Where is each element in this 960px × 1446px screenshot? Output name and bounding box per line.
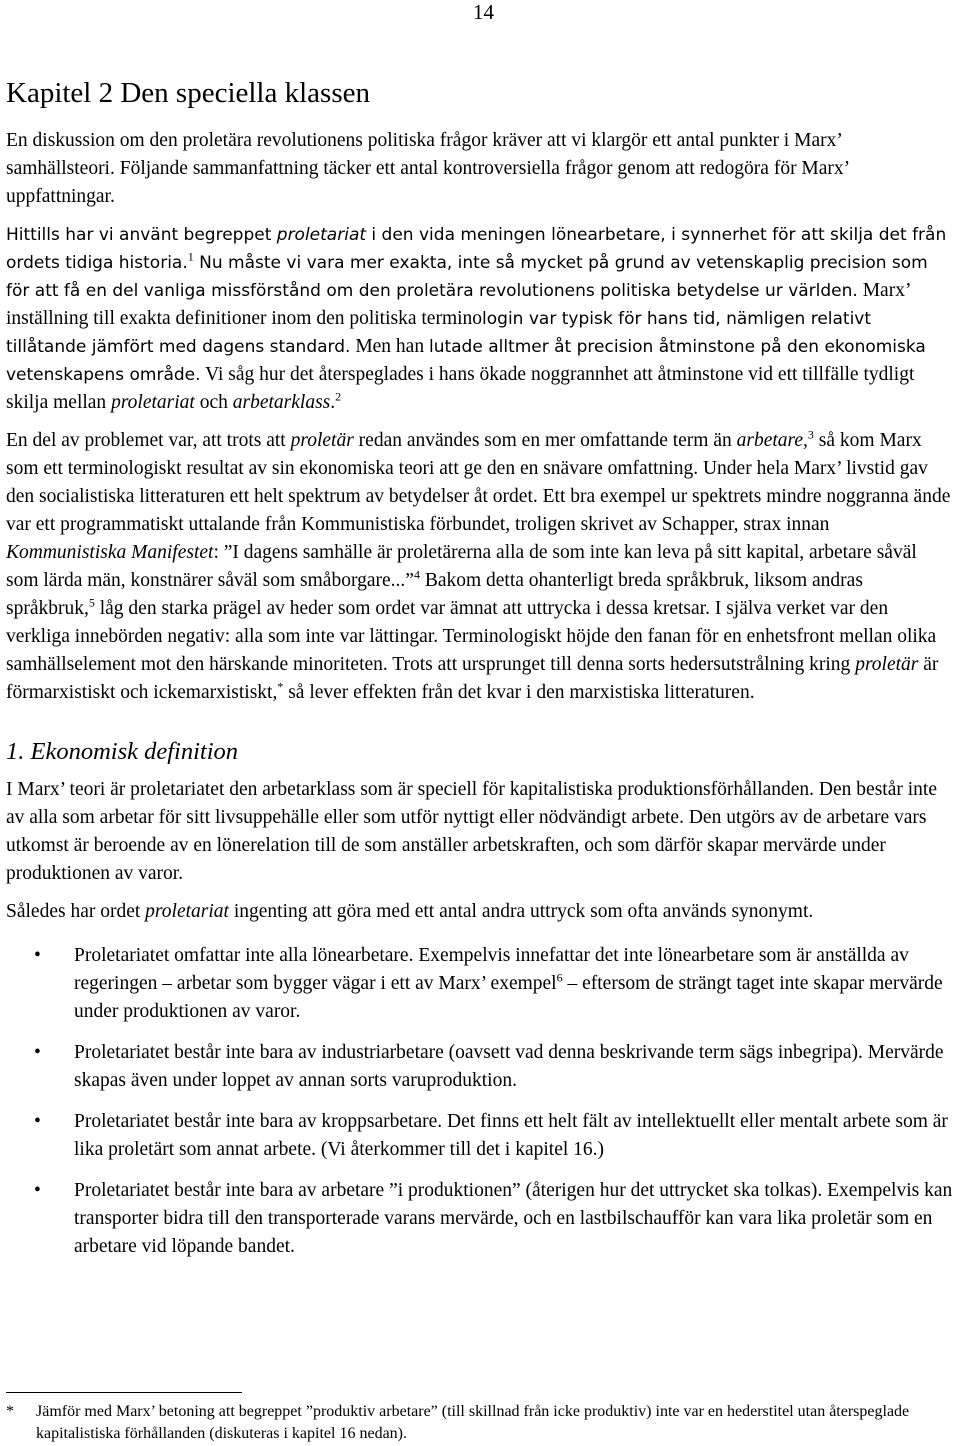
page-number: 14 bbox=[473, 0, 494, 24]
text-run: : ”I dagens samhälle är proletärerna alla de som inte kan leva på sitt kapital, arbetare såväl som lärda män, konstnärer såväl som småborgare...” bbox=[6, 541, 917, 591]
bullet-icon: • bbox=[34, 945, 41, 967]
list-item bbox=[6, 942, 954, 1026]
text-run: login var typisk för hans tid, nämligen relativt tillåtande jämfört med dagens standard. bbox=[6, 308, 872, 357]
text-run: – eftersom de strängt taget inte skapar mervärde under produktionen av varor. bbox=[74, 973, 943, 1023]
footnote-ref[interactable]: 1 bbox=[187, 249, 194, 264]
text-run: ingenting att göra med ett antal andra uttryck som ofta används synonymt. bbox=[228, 901, 814, 923]
footnote-ref[interactable]: 4 bbox=[413, 567, 420, 582]
text-run: redan användes som en mer omfattande term än bbox=[353, 429, 737, 451]
footnote-ref[interactable]: 3 bbox=[807, 427, 814, 442]
text-run: låg den starka prägel av heder som ordet var ämnat att uttrycka i dessa kretsar. I själva verket var den verkliga innebörden negativ: alla som inte var lättingar. Terminologiskt höjde den fanan för en enhetsfront mellan olika samhällselement mot den härskande minoriteten. Trots att ursprunget till denna sorts hedersutstrålning kring bbox=[6, 597, 937, 675]
footnote-text: Jämför med Marx’ betoning att begreppet ”produktiv arbetare” (till skillnad från icke produktiv) inte var en hederstitel utan återspeglade kapitalistiska förhållanden (diskuteras i kapitel 16 nedan). bbox=[36, 1403, 910, 1442]
page-content bbox=[6, 76, 954, 1274]
list-item bbox=[6, 1039, 954, 1095]
text-run: Vi såg hur det återspeglades i hans ökade noggrannhet att åtminstone vid ett tillfälle tydligt skilja mellan bbox=[6, 363, 915, 413]
footnote bbox=[6, 1401, 946, 1445]
text-run: och bbox=[194, 391, 233, 413]
text-run: Marx’ inställning till exakta definitioner inom den politiska termino bbox=[6, 279, 910, 329]
list-item bbox=[6, 1108, 954, 1164]
text-run: så kom Marx som ett terminologiskt resultat av sin ekonomiska teori att ge den en snävare omfattning. Under hela Marx’ livstid gav den socialistiska litteraturen ett helt spektrum av betydelser åt ordet. Ett bra exempel ur spektrets mindre noggranna ände var ett programmatiskt uttalande från Kommunistiska förbundet, troligen skrivet av Schapper, strax innan bbox=[6, 429, 951, 535]
chapter-title: Kapitel 2 Den speciella klassen bbox=[6, 77, 370, 109]
text-run: i den vida meningen lönearbetare, i synnerhet för att skilja det från ordets tidiga historia. bbox=[6, 224, 947, 273]
footnote-ref[interactable]: 2 bbox=[335, 389, 342, 404]
bullet-icon: • bbox=[34, 1042, 41, 1064]
text-run: Proletariatet består inte bara av industriarbetare (oavsett vad denna beskrivande term sägs inbegripa). Mervärde skapas även under loppet av annan sorts varuproduktion. bbox=[74, 1042, 944, 1092]
text-run: En del av problemet var, att trots att bbox=[6, 429, 291, 451]
term-emphasis: proletariat bbox=[145, 901, 229, 923]
text-run: Bakom detta ohanterligt breda språkbruk, liksom andras språkbruk, bbox=[6, 569, 863, 619]
section-title: 1. Ekonomisk definition bbox=[6, 737, 239, 765]
text-run: . bbox=[330, 391, 336, 413]
footnote-mark: * bbox=[6, 1403, 14, 1420]
intro-paragraph: En diskussion om den proletära revolutionens politiska frågor kräver att vi klargör ett antal punkter i Marx’ samhällsteori. Följande sammanfattning täcker ett antal kontroversiella frågor genom att redogöra för Marx’ uppfattningar. bbox=[6, 129, 849, 207]
footnote-ref[interactable]: 5 bbox=[88, 595, 95, 610]
term-emphasis: arbetarklass bbox=[232, 391, 331, 413]
term-emphasis: proletär bbox=[855, 653, 919, 675]
footnote-ref[interactable]: * bbox=[277, 679, 284, 694]
paragraph-economic-definition: I Marx’ teori är proletariatet den arbetarklass som är speciell för kapitalistiska produktionsförhållanden. Den består inte av alla som arbetar för sitt livsuppehälle eller som utför nyttigt eller nödvändigt arbete. Den utgörs av de arbetare vars utkomst är beroende av en lönerelation till de som anställer arbetskraften, och som därför skapar mervärde under produktionen av varor. bbox=[6, 779, 937, 885]
footnote-divider bbox=[6, 1392, 242, 1393]
bullet-icon: • bbox=[34, 1111, 41, 1133]
paragraph-synonyms bbox=[6, 898, 954, 926]
text-run: är förmarxistiskt och ickemarxistiskt, bbox=[6, 653, 939, 703]
bullet-icon: • bbox=[34, 1180, 41, 1202]
text-run: Proletariatet består inte bara av kroppsarbetare. Det finns ett helt fält av intellektuellt eller mentalt arbete som är lika proletärt som annat arbete. (Vi återkommer till det i kapitel 16.) bbox=[74, 1111, 948, 1161]
text-run: Proletariatet omfattar inte alla lönearbetare. Exempelvis innefattar det inte lönearbetare som är anställda av regeringen – arbetar som bygger vägar i ett av Marx’ exempel bbox=[74, 945, 909, 995]
list-item bbox=[6, 1177, 954, 1261]
text-run: Hittills har vi använt begreppet bbox=[6, 224, 277, 245]
term-emphasis: Kommunistiska Manifestet bbox=[6, 541, 214, 563]
term-emphasis: arbetare, bbox=[736, 429, 808, 451]
term-emphasis: proletariat bbox=[276, 224, 367, 245]
footnote-ref[interactable]: 6 bbox=[556, 970, 563, 985]
text-run: Proletariatet består inte bara av arbetare ”i produktionen” (återigen hur det uttrycket ska tolkas). Exempelvis kan transporter bidra till den transporterade varans mervärde, och en lastbilschaufför kan vara lika proletär som en arbetare vid löpande bandet. bbox=[74, 1180, 953, 1258]
term-emphasis: proletariat bbox=[111, 391, 195, 413]
text-run: så lever effekten från det kvar i den marxistiska litteraturen. bbox=[283, 681, 755, 703]
text-run: Således har ordet bbox=[6, 901, 146, 923]
term-emphasis: proletär bbox=[290, 429, 354, 451]
text-run: Men han bbox=[350, 335, 429, 357]
bullet-list bbox=[6, 942, 954, 1261]
text-run: lutade alltmer åt precision åtminstone på den ekonomiska vetenskapens område. bbox=[6, 336, 926, 385]
paragraph-proletariat-definition bbox=[6, 221, 954, 417]
text-run: Nu måste vi vara mer exakta, inte så mycket på grund av vetenskaplig precision som för att få en del vanliga missförstånd om den proletära revolutionens politiska betydelse ur världen. bbox=[6, 252, 928, 301]
paragraph-terminology bbox=[6, 427, 954, 707]
